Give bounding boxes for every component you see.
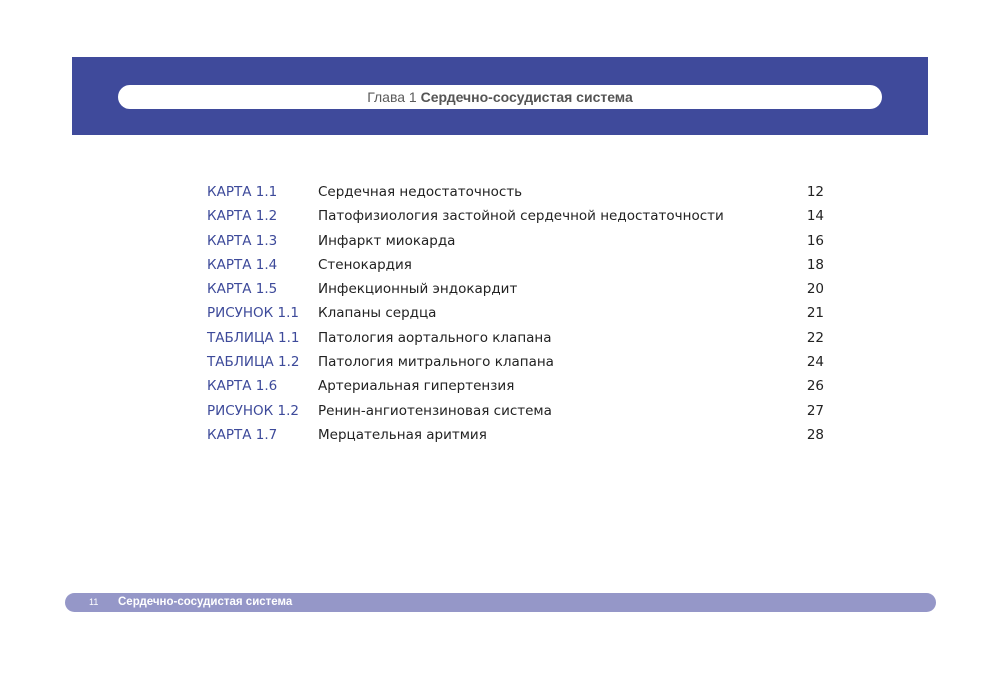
toc-title: Мерцательная аритмия [318, 426, 487, 443]
footer-running-title: Сердечно-сосудистая система [118, 596, 293, 608]
toc-row[interactable] [207, 326, 827, 350]
toc-row[interactable] [207, 277, 827, 301]
toc-page-number: 18 [806, 256, 824, 273]
toc-label: КАРТА 1.4 [207, 256, 278, 273]
toc-row[interactable] [207, 229, 827, 253]
chapter-header-band [72, 57, 928, 135]
footer-band [65, 593, 936, 612]
toc-title: Инфаркт миокарда [318, 232, 456, 249]
toc-row[interactable] [207, 350, 827, 374]
toc-page-number: 24 [806, 354, 824, 371]
toc-page-number: 21 [806, 305, 824, 322]
toc-label: РИСУНОК 1.1 [207, 305, 300, 322]
toc-page-number: 27 [806, 402, 824, 419]
toc-row[interactable] [207, 301, 827, 325]
toc-label: КАРТА 1.7 [207, 426, 278, 443]
toc-title: Ренин-ангиотензиновая система [318, 402, 552, 419]
chapter-header-pill [118, 85, 882, 109]
toc-page-number: 22 [806, 329, 824, 346]
toc-label: КАРТА 1.6 [207, 378, 278, 395]
toc-row[interactable] [207, 423, 827, 447]
toc-page-number: 16 [806, 232, 824, 249]
toc-row[interactable] [207, 204, 827, 228]
toc-label: РИСУНОК 1.2 [207, 402, 300, 419]
toc-page-number: 14 [806, 208, 824, 225]
toc-label: КАРТА 1.1 [207, 184, 278, 200]
toc-row[interactable] [207, 253, 827, 277]
toc-row[interactable] [207, 180, 827, 204]
toc-page-number: 28 [806, 426, 824, 443]
toc-title: Клапаны сердца [318, 305, 437, 322]
toc-row[interactable] [207, 399, 827, 423]
toc-title: Патофизиология застойной сердечной недостаточности [318, 208, 724, 225]
toc-title: Артериальная гипертензия [318, 378, 515, 395]
toc-title: Стенокардия [318, 256, 412, 273]
toc-label: КАРТА 1.2 [207, 208, 278, 225]
toc-title: Патология митрального клапана [318, 354, 554, 371]
toc-page-number: 20 [806, 281, 824, 298]
toc-label: ТАБЛИЦА 1.2 [207, 354, 300, 371]
toc-page-number: 12 [806, 184, 824, 200]
chapter-prefix: Глава 1 [367, 89, 417, 105]
toc-page-number: 26 [806, 378, 824, 395]
toc-title: Инфекционный эндокардит [318, 281, 518, 298]
toc-label: КАРТА 1.3 [207, 232, 278, 249]
chapter-title: Сердечно-сосудистая система [420, 89, 633, 105]
toc-row[interactable] [207, 374, 827, 398]
toc-title: Сердечная недостаточность [318, 184, 523, 200]
footer-page-number: 11 [89, 597, 99, 607]
toc-label: КАРТА 1.5 [207, 281, 278, 298]
toc-label: ТАБЛИЦА 1.1 [207, 329, 300, 346]
toc-title: Патология аортального клапана [318, 329, 552, 346]
table-of-contents [207, 180, 827, 447]
